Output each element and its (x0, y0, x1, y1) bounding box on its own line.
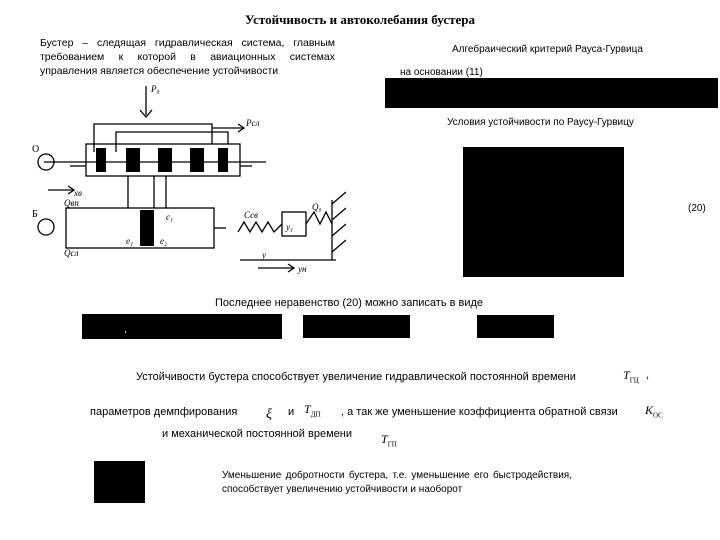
formula-image-characteristic-equation (385, 78, 718, 108)
formula-image-stability-conditions (463, 147, 624, 277)
label-a: О (32, 144, 40, 155)
conclusion-line-1: Устойчивости бустера способствует увеличение гидравлической постоянной времени (136, 371, 576, 383)
conclusion-and: и (288, 406, 295, 418)
label-q1: Qвп (64, 198, 79, 208)
formula-image-rewrite-2 (303, 315, 410, 338)
equation-number: (20) (688, 203, 706, 214)
label-g0: Q₀ (312, 202, 322, 212)
symbol-k-os: $K_{ОС}$ (645, 403, 663, 420)
bottom-note: Уменьшение добротности бустера, т.е. уменьшение его быстродействия, способствует увеличению устойчивости и наоборот (222, 470, 572, 495)
symbol-xi: ξ (266, 407, 272, 422)
conclusion-comma: , (646, 369, 650, 381)
conditions-title: Условия устойчивости по Раусу-Гурвицу (447, 117, 634, 128)
label-ccv: Ссв (244, 210, 258, 220)
booster-schematic (30, 82, 360, 282)
label-e1: e₁ (126, 236, 134, 246)
label-b: Б (32, 209, 38, 220)
formula-image-bottom (94, 461, 145, 503)
formula-mark: , (124, 324, 127, 335)
criterion-title: Алгебраический критерий Рауса-Гурвица (452, 44, 643, 55)
label-yh: yн (298, 264, 307, 274)
symbol-t-dp: $T_{ДП}$ (304, 402, 321, 419)
intro-paragraph: Бустер – следящая гидравлическая система, главным требованием к которой в авиационных системах управления является обеспечение устойчивости (40, 37, 335, 77)
label-c1: c₁ (166, 212, 174, 222)
label-p-top: P₀ (151, 84, 160, 94)
label-xv: xв (74, 188, 82, 198)
symbol-t-gp: $T_{ГП}$ (381, 432, 397, 449)
label-e2: e₂ (160, 236, 168, 246)
formula-image-rewrite-3 (477, 315, 554, 338)
formula-image-rewrite-1 (82, 314, 282, 339)
label-y: y (262, 250, 266, 260)
conclusion-line-2-start: параметров демпфирования (90, 406, 238, 418)
based-on-label: на основании (11) (400, 67, 483, 78)
conclusion-line-3: и механической постоянной времени (162, 428, 352, 440)
label-p-right: Pсл (246, 118, 260, 128)
slide-title: Устойчивость и автоколебания бустера (244, 12, 476, 27)
label-q2: Qсл (64, 248, 79, 258)
rewrite-text: Последнее неравенство (20) можно записать в виде (215, 297, 484, 309)
label-y1: y₁ (286, 222, 294, 232)
symbol-t-gc: $T_{ГЦ}$ (623, 368, 639, 385)
conclusion-line-2-end: , а так же уменьшение коэффициента обратной связи (341, 406, 618, 418)
